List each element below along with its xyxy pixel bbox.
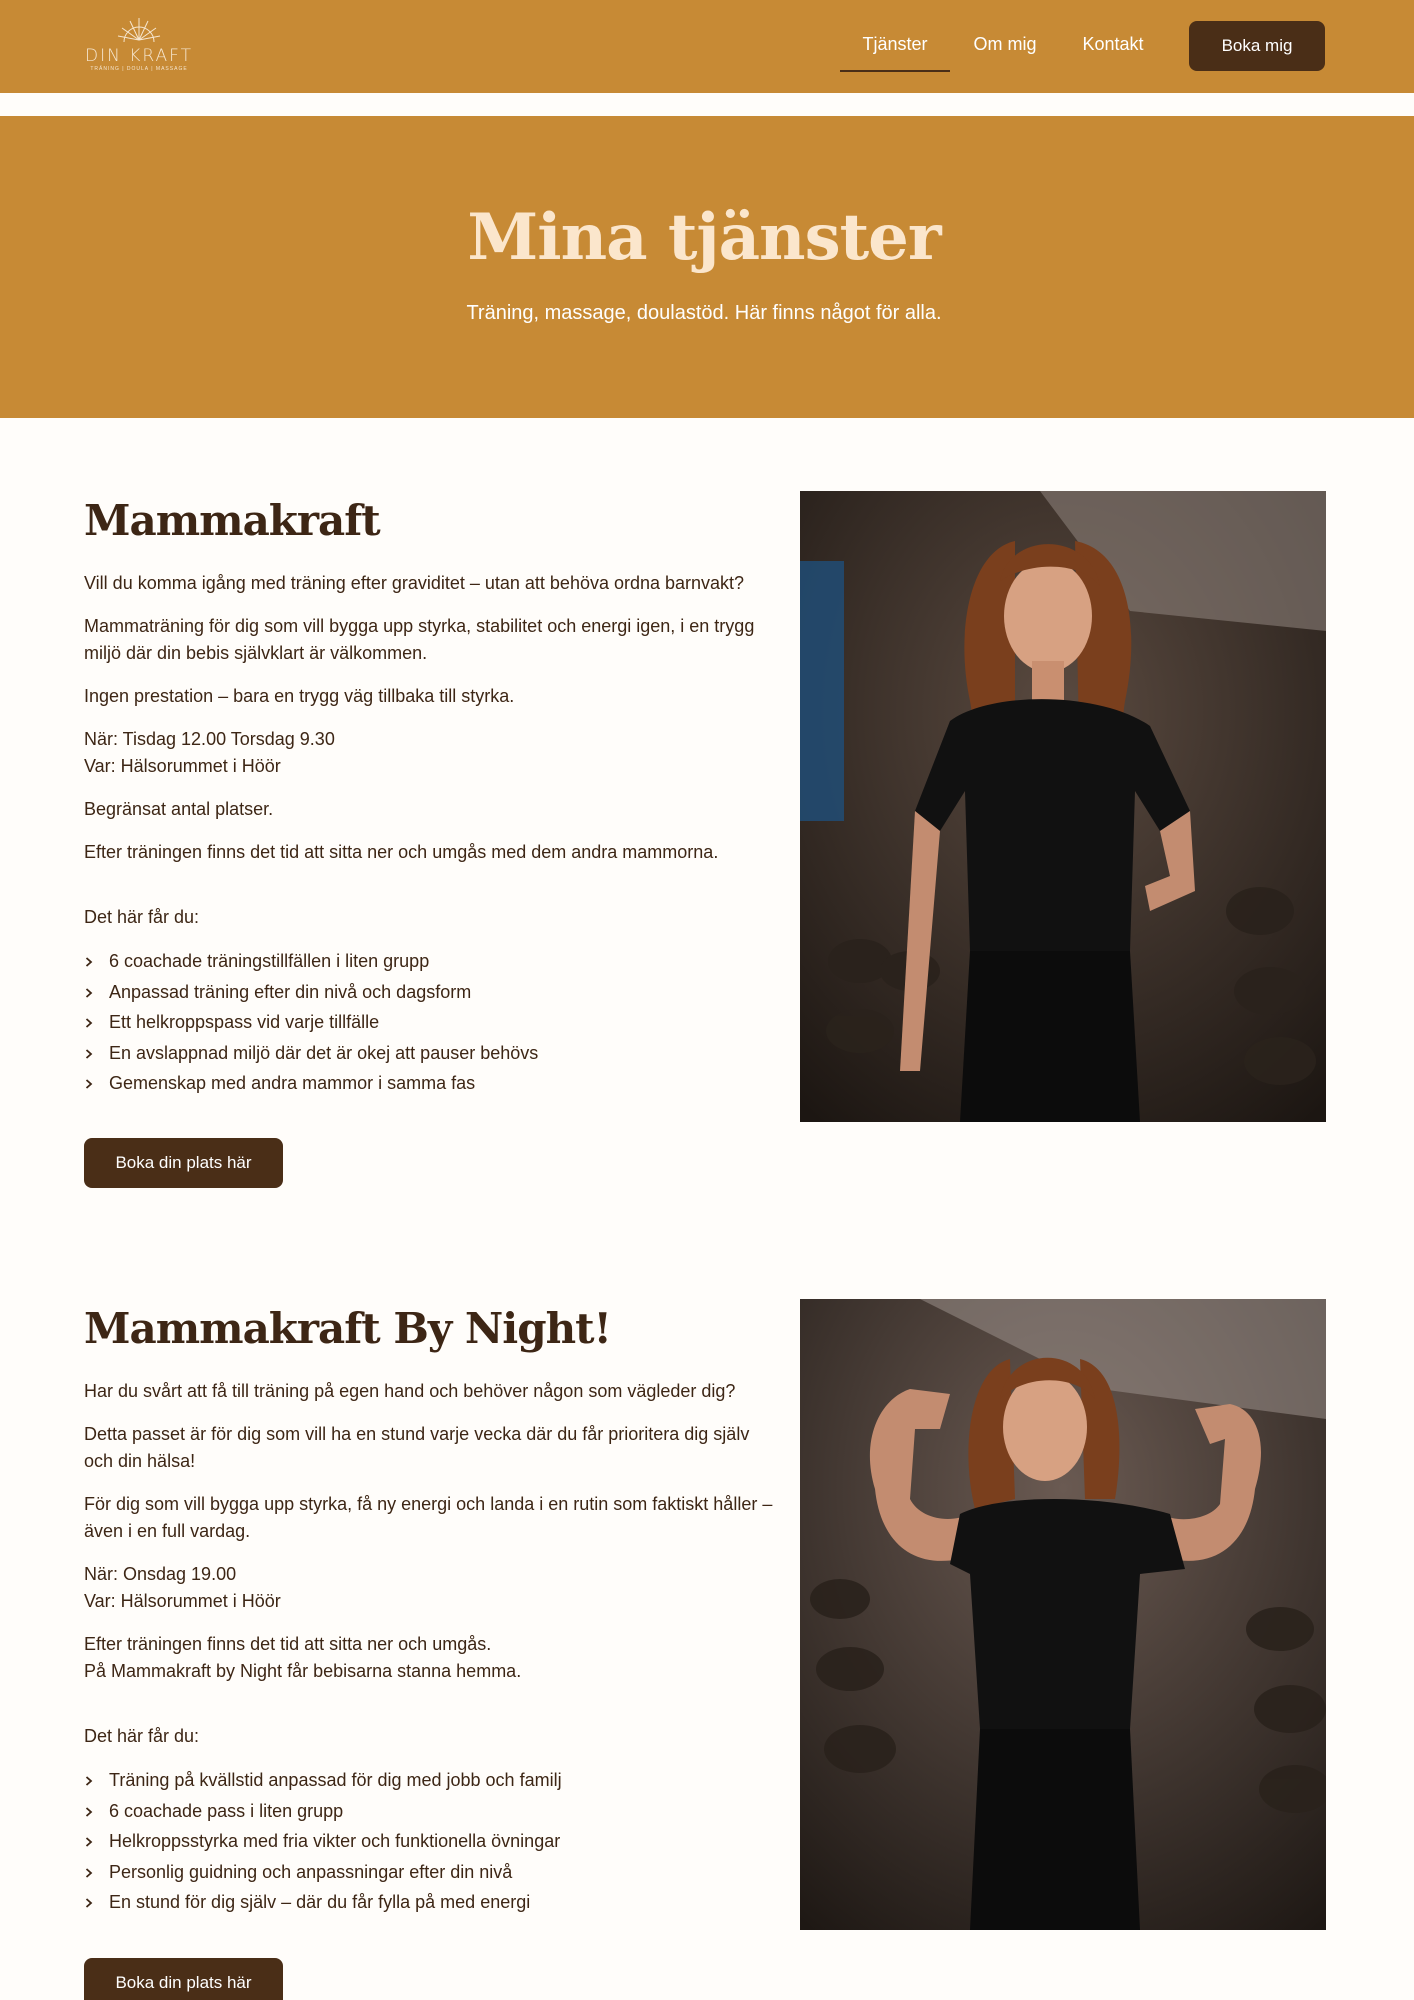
list-item-label: Personlig guidning och anpassningar efter din nivå <box>109 1861 513 1882</box>
service-mammakraft-by-night <box>84 1299 1326 2000</box>
chevron-right-icon <box>84 1018 94 1028</box>
list-item-label: Helkroppsstyrka med fria vikter och funktionella övningar <box>109 1831 561 1851</box>
service-paragraph: Begränsat antal platser. <box>84 799 274 819</box>
benefits-list <box>84 946 774 1099</box>
list-item <box>84 1796 774 1827</box>
hero-banner <box>0 116 1414 418</box>
list-item-label: Träning på kvällstid anpassad för dig med jobb och familj <box>109 1770 562 1790</box>
service-when: När: Tisdag 12.00 Torsdag 9.30 <box>84 729 335 749</box>
service-where: Var: Hälsorummet i Höör <box>84 756 281 776</box>
chevron-right-icon <box>84 1807 94 1817</box>
benefits-title: Det här får du: <box>84 907 200 927</box>
list-item <box>84 946 774 977</box>
chevron-right-icon <box>84 1079 94 1089</box>
list-item <box>84 1887 774 1918</box>
service-mammakraft <box>84 491 1326 1191</box>
nav-kontakt[interactable]: Kontakt <box>1082 34 1144 54</box>
service-paragraph: Efter träningen finns det tid att sitta ner och umgås med dem andra mammorna. <box>84 842 719 862</box>
logo[interactable] <box>84 16 194 76</box>
service-intro: Har du svårt att få till träning på egen hand och behöver någon som vägleder dig? <box>84 1381 736 1401</box>
service-intro: Vill du komma igång med träning efter graviditet – utan att behöva ordna barnvakt? <box>84 573 745 593</box>
list-item <box>84 1826 774 1857</box>
chevron-right-icon <box>84 1898 94 1908</box>
list-item-label: 6 coachade pass i liten grupp <box>109 1800 344 1821</box>
list-item-label: 6 coachade träningstillfällen i liten grupp <box>109 951 430 971</box>
sun-logo-icon <box>114 16 164 44</box>
service-title: Mammakraft <box>84 496 380 545</box>
chevron-right-icon <box>84 957 94 967</box>
list-item <box>84 1765 774 1796</box>
chevron-right-icon <box>84 1868 94 1878</box>
nav-tjanster[interactable]: Tjänster <box>840 30 950 72</box>
logo-wordmark: DIN KRAFT <box>85 46 193 66</box>
service-where: Var: Hälsorummet i Höör <box>84 1591 281 1611</box>
list-item <box>84 1007 774 1038</box>
list-item <box>84 977 774 1008</box>
benefits-title: Det här får du: <box>84 1726 200 1746</box>
list-item-label: Gemenskap med andra mammor i samma fas <box>109 1073 476 1093</box>
list-item-label: Ett helkroppspass vid varje tillfälle <box>109 1012 380 1032</box>
list-item <box>84 1068 774 1099</box>
service-paragraph: För dig som vill bygga upp styrka, få ny energi och landa i en rutin som faktiskt håller – även i en full vardag. <box>84 1494 773 1541</box>
service-paragraph: På Mammakraft by Night får bebisarna stanna hemma. <box>84 1661 522 1681</box>
site-header <box>0 0 1414 93</box>
boka-mig-button[interactable]: Boka mig <box>1189 21 1325 71</box>
service-paragraph: Detta passet är för dig som vill ha en stund varje vecka där du får prioritera dig själv och din hälsa! <box>84 1424 750 1471</box>
service-description <box>84 570 774 1099</box>
trainer-photo-flexing <box>800 1299 1326 1930</box>
chevron-right-icon <box>84 1776 94 1786</box>
list-item-label: Anpassad träning efter din nivå och dagsform <box>109 981 472 1002</box>
book-spot-button[interactable]: Boka din plats här <box>84 1138 283 1188</box>
service-paragraph: Mammaträning för dig som vill bygga upp styrka, stabilitet och energi igen, i en trygg miljö där din bebis självklart är välkommen. <box>84 616 755 663</box>
service-when: När: Onsdag 19.00 <box>84 1564 237 1584</box>
benefits-list <box>84 1765 774 1918</box>
service-title: Mammakraft By Night! <box>84 1304 611 1353</box>
page-title: Mina tjänster <box>467 200 941 275</box>
service-paragraph: Efter träningen finns det tid att sitta ner och umgås. <box>84 1634 492 1654</box>
chevron-right-icon <box>84 988 94 998</box>
list-item <box>84 1857 774 1888</box>
chevron-right-icon <box>84 1837 94 1847</box>
list-item <box>84 1038 774 1069</box>
service-paragraph: Ingen prestation – bara en trygg väg tillbaka till styrka. <box>84 686 515 706</box>
book-spot-button[interactable]: Boka din plats här <box>84 1958 283 2000</box>
page-subtitle: Träning, massage, doulastöd. Här finns något för alla. <box>466 302 942 324</box>
chevron-right-icon <box>84 1049 94 1059</box>
list-item-label: En stund för dig själv – där du får fylla på med energi <box>109 1892 531 1912</box>
logo-tagline: TRÄNING | DOULA | MASSAGE <box>90 66 188 72</box>
service-description <box>84 1378 774 1918</box>
nav-om-mig[interactable]: Om mig <box>973 34 1037 54</box>
trainer-photo <box>800 491 1326 1122</box>
list-item-label: En avslappnad miljö där det är okej att pauser behövs <box>109 1042 539 1063</box>
